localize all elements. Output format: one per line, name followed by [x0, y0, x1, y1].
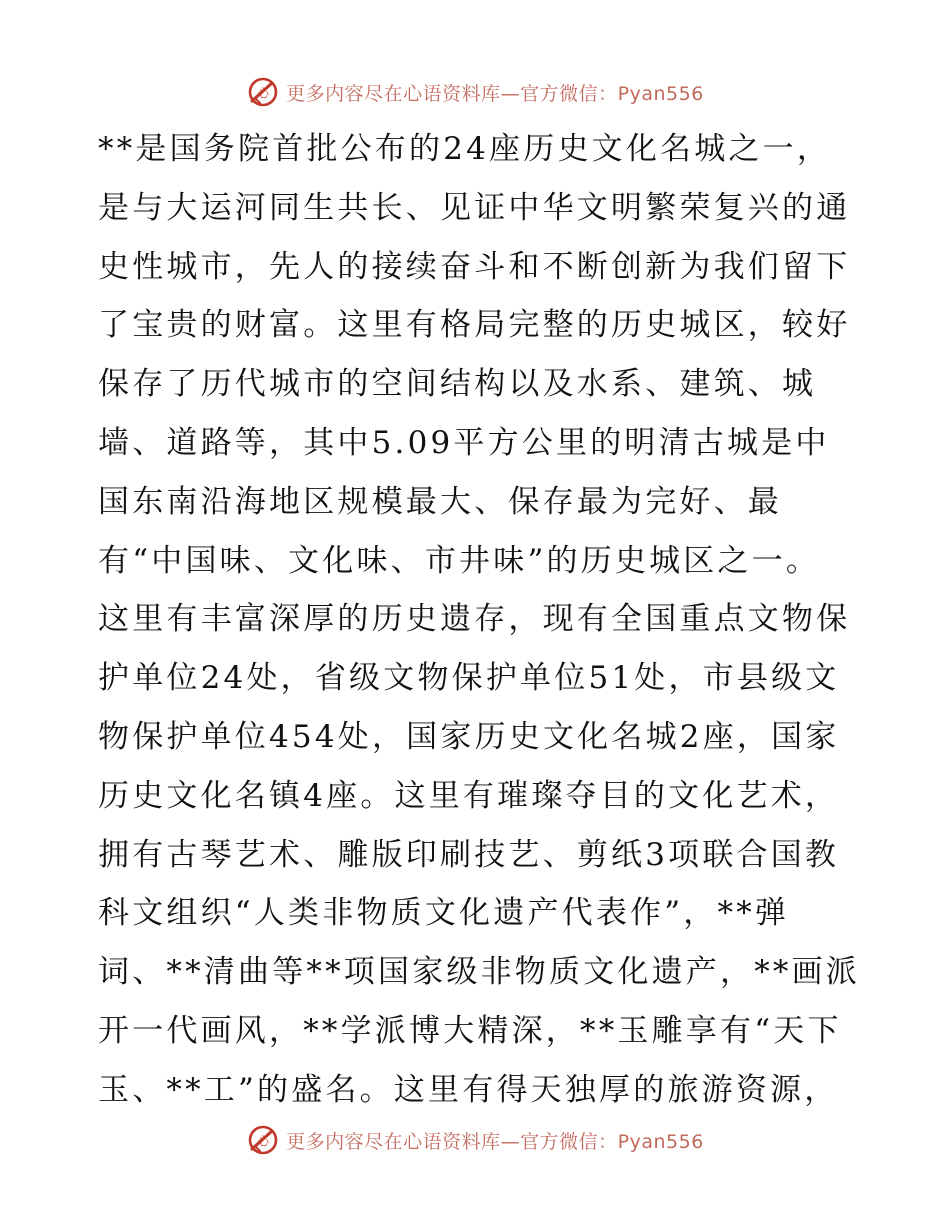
- logo-icon: [246, 1123, 280, 1157]
- paragraph-line: 国东南沿海地区规模最大、保存最为完好、最: [98, 483, 782, 520]
- paragraph-line: 墙、道路等，其中5.09平方公里的明清古城是中: [98, 424, 830, 461]
- paragraph-line: 词、**清曲等**项国家级非物质文化遗产，**画派: [98, 954, 860, 991]
- paragraph-line: 保存了历代城市的空间结构以及水系、建筑、城: [98, 366, 817, 403]
- header-watermark-text: 更多内容尽在心语资料库—官方微信：Pyan556: [286, 82, 704, 105]
- paragraph-line: 了宝贵的财富。这里有格局完整的历史城区，较好: [98, 307, 851, 344]
- document-body: [98, 120, 858, 1120]
- paragraph-line: 历史文化名镇4座。这里有璀璨夺目的文化艺术，: [98, 777, 840, 814]
- paragraph-line: 开一代画风，**学派博大精深，**玉雕享有“天下: [98, 1012, 842, 1049]
- logo-mark: 心: [257, 1134, 270, 1148]
- paragraph-line: 拥有古琴艺术、雕版印刷技艺、剪纸3项联合国教: [98, 836, 840, 873]
- logo-icon: [246, 75, 280, 109]
- paragraph-line: 护单位24处，省级文物保护单位51处，市县级文: [98, 660, 840, 697]
- paragraph-line: 这里有丰富深厚的历史遗存，现有全国重点文物保: [98, 601, 851, 638]
- logo-mark: 心: [257, 86, 270, 100]
- paragraph-line: 物保护单位454处，国家历史文化名城2座，国家: [98, 718, 840, 755]
- paragraph-line: **是国务院首批公布的24座历史文化名城之一，: [98, 131, 832, 167]
- footer-watermark: [0, 1120, 950, 1160]
- paragraph-line: 史性城市，先人的接续奋斗和不断创新为我们留下: [98, 248, 851, 285]
- footer-watermark-text: 更多内容尽在心语资料库—官方微信：Pyan556: [286, 1130, 704, 1153]
- paragraph-line: 玉、**工”的盛名。这里有得天独厚的旅游资源，: [98, 1071, 839, 1108]
- header-watermark: [0, 72, 950, 112]
- paragraph-line: 科文组织“人类非物质文化遗产代表作”，**弹: [98, 895, 790, 932]
- paragraph-line: 是与大运河同生共长、见证中华文明繁荣复兴的通: [98, 189, 851, 226]
- paragraph-line: 有“中国味、文化味、市井味”的历史城区之一。: [98, 542, 821, 579]
